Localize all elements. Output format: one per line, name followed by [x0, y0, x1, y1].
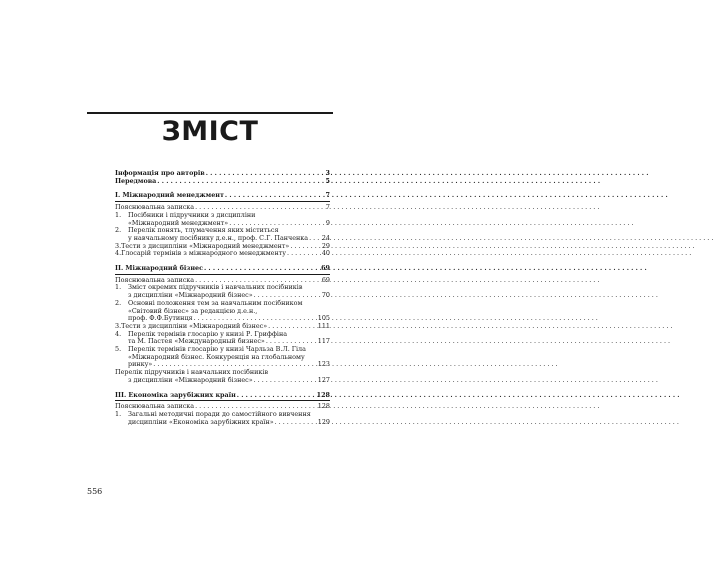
page-number: 556: [87, 487, 103, 496]
section-divider: [115, 400, 330, 401]
toc-entry[interactable]: з дисципліни «Міжнародний бізнес» . . . 127: [115, 377, 330, 385]
toc-entry: 1. Зміст окремих підручників і навчальних посібників: [115, 283, 303, 292]
toc-entry: «Міжнародний бізнес. Конкуренція на глобальному: [128, 352, 305, 361]
toc-entry: 4. Перелік термінів глосарію у книзі Р. Гриффіна: [115, 329, 288, 338]
toc-entry[interactable]: проф. Ф.Ф.Бутинця . . . 105: [115, 315, 330, 323]
toc-entry: 5. Перелік термінів глосарію у книзі Чарльза В.Л. Гіла: [115, 345, 306, 354]
toc-entry: 1. Загальні методичні поради до самостійного вивчення: [115, 409, 311, 418]
toc-entry: «Світовий бізнес» за редакцією д.е.н.,: [128, 306, 258, 315]
toc-entry[interactable]: 4. Глосарій термінів з міжнародного менеджменту . . . 40: [115, 250, 330, 258]
section-divider: [115, 201, 330, 202]
toc-section-3-heading[interactable]: ІІІ. Економіка зарубіжних країн . . . 128: [115, 392, 330, 400]
toc-entry[interactable]: Пояснювальна записка . . . 128: [115, 403, 330, 411]
toc-entry[interactable]: «Міжнародний менеджмент» . . . 9: [115, 220, 330, 228]
table-of-contents: [115, 170, 330, 426]
toc-entry: Перелік підручників і навчальних посібників: [115, 368, 269, 377]
toc-entry[interactable]: Пояснювальна записка . . . 7: [115, 204, 330, 212]
toc-entry[interactable]: 3. Тести з дисципліни «Міжнародний менеджмент» . . . 29: [115, 243, 330, 251]
section-divider: [115, 274, 330, 275]
toc-section-1-heading[interactable]: І. Міжнародний менеджмент . . . 7: [115, 192, 330, 200]
toc-entry[interactable]: у навчальному посібнику д.е.н., проф. С.Г. Панченка . . . 24: [115, 235, 330, 243]
toc-entry: 1. Посібники і підручники з дисципліни: [115, 210, 256, 219]
toc-entry: 2. Перелік понять, тлумачення яких міститься: [115, 226, 279, 235]
toc-entry[interactable]: з дисципліни «Міжнародний бізнес» . . . 70: [115, 292, 330, 300]
toc-entry: 2. Основні положення тем за навчальним посібником: [115, 298, 303, 307]
toc-section-2-heading[interactable]: ІІ. Міжнародний бізнес . . . 69: [115, 265, 330, 273]
toc-entry[interactable]: Пояснювальна записка . . . 69: [115, 277, 330, 285]
toc-entry[interactable]: 3. Тести з дисципліни «Міжнародний бізнес» . . . 111: [115, 323, 330, 331]
toc-entry[interactable]: дисципліни «Економіка зарубіжних країн» . . . 129: [115, 419, 330, 427]
toc-entry-info[interactable]: Інформація про авторів . . . 3: [115, 170, 330, 178]
toc-entry[interactable]: ринку» . . . 123: [115, 361, 330, 369]
top-rule: [87, 112, 333, 114]
toc-entry-foreword[interactable]: Передмова . . . 5: [115, 178, 330, 186]
page-title: ЗМІСТ: [161, 116, 259, 147]
toc-entry[interactable]: та М. Пастея «Международный бизнес» . . . 117: [115, 338, 330, 346]
